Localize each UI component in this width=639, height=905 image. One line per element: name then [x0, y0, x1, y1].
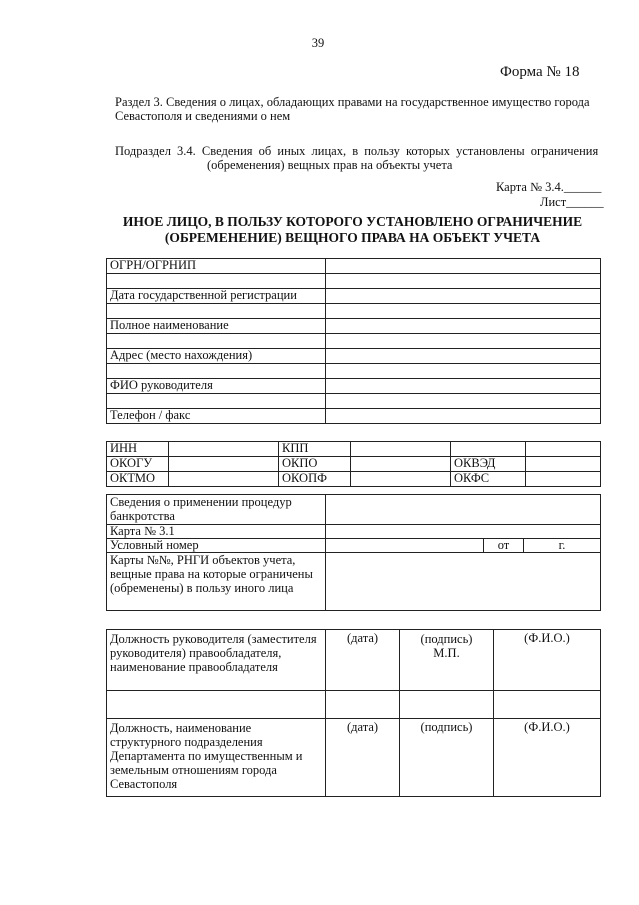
- subsection-line-2: (обременения) вещных прав на объекты учета: [207, 158, 453, 172]
- full-name-value: [326, 319, 601, 334]
- rightholder-signature: [400, 630, 494, 691]
- title: [100, 214, 605, 246]
- director-name-value: [326, 379, 601, 394]
- bankruptcy-label: Сведения о применении процедур банкротства: [107, 495, 326, 525]
- okfs-label: ОКФС: [451, 472, 526, 487]
- subsection-line-1: Подраздел 3.4. Сведения об иных лицах, в пользу которых установлены ограничения: [115, 144, 599, 158]
- rightholder-position-label: Должность руководителя (заместителя руководителя) правообладателя, наименование правообладателя: [107, 630, 326, 691]
- department-date: (дата): [326, 719, 400, 797]
- kpp-value: [351, 442, 451, 457]
- sheet-label: Лист______: [540, 195, 604, 209]
- inn-value: [169, 442, 279, 457]
- phone-fax-value: [326, 409, 601, 424]
- phone-fax-label: Телефон / факс: [107, 409, 326, 424]
- okfs-value: [526, 472, 601, 487]
- codes-table: [106, 441, 601, 487]
- department-fio: (Ф.И.О.): [494, 719, 601, 797]
- title-line-2: (ОБРЕМЕНЕНИЕ) ВЕЩНОГО ПРАВА НА ОБЪЕКТ УЧЕТА: [164, 230, 541, 245]
- okogu-value: [169, 457, 279, 472]
- okved-value: [526, 457, 601, 472]
- year-label: г.: [524, 539, 601, 553]
- oktmo-label: ОКТМО: [107, 472, 169, 487]
- full-name-label: Полное наименование: [107, 319, 326, 334]
- form-label: Форма № 18: [500, 64, 580, 80]
- okopf-value: [351, 472, 451, 487]
- seal-label: М.П.: [433, 646, 460, 660]
- section-line-1: Раздел 3. Сведения о лицах, обладающих правами на государственное имущество города: [115, 95, 590, 109]
- department-position-label: Должность, наименование структурного подразделения Департамента по имущественным и земельным отношениям города Севастополя: [107, 719, 326, 797]
- organization-table: [106, 258, 601, 424]
- rightholder-date: (дата): [326, 630, 400, 691]
- department-signature: (подпись): [400, 719, 494, 797]
- rightholder-fio: (Ф.И.О.): [494, 630, 601, 691]
- director-name-label: ФИО руководителя: [107, 379, 326, 394]
- page-number: 39: [311, 36, 325, 50]
- signatures-table: [106, 629, 601, 797]
- kpp-label: КПП: [279, 442, 351, 457]
- address-label: Адрес (место нахождения): [107, 349, 326, 364]
- card-label: Карта № 3.4.______: [496, 180, 602, 194]
- signature-label: (подпись): [420, 632, 473, 646]
- bankruptcy-value: [326, 495, 601, 525]
- card31-value: [326, 525, 601, 539]
- cards-label: Карты №№, РНГИ объектов учета, вещные права на которые ограничены (обременены) в пользу иного лица: [107, 553, 326, 611]
- okogu-label: ОКОГУ: [107, 457, 169, 472]
- inn-label: ИНН: [107, 442, 169, 457]
- ogrn-label: ОГРН/ОГРНИП: [107, 259, 326, 274]
- section-line-2: Севастополя и сведениями о нем: [115, 109, 291, 123]
- okved-label: ОКВЭД: [451, 457, 526, 472]
- oktmo-value: [169, 472, 279, 487]
- registration-date-label: Дата государственной регистрации: [107, 289, 326, 304]
- okpo-label: ОКПО: [279, 457, 351, 472]
- bankruptcy-table: [106, 494, 601, 611]
- address-value: [326, 349, 601, 364]
- from-label: от: [484, 539, 524, 553]
- conditional-number-value: [326, 539, 484, 553]
- card31-label: Карта № 3.1: [107, 525, 326, 539]
- cards-value: [326, 553, 601, 611]
- registration-date-value: [326, 289, 601, 304]
- title-line-1: ИНОЕ ЛИЦО, В ПОЛЬЗУ КОТОРОГО УСТАНОВЛЕНО ОГРАНИЧЕНИЕ: [122, 214, 583, 229]
- ogrn-value: [326, 259, 601, 274]
- conditional-number-label: Условный номер: [107, 539, 326, 553]
- okopf-label: ОКОПФ: [279, 472, 351, 487]
- okpo-value: [351, 457, 451, 472]
